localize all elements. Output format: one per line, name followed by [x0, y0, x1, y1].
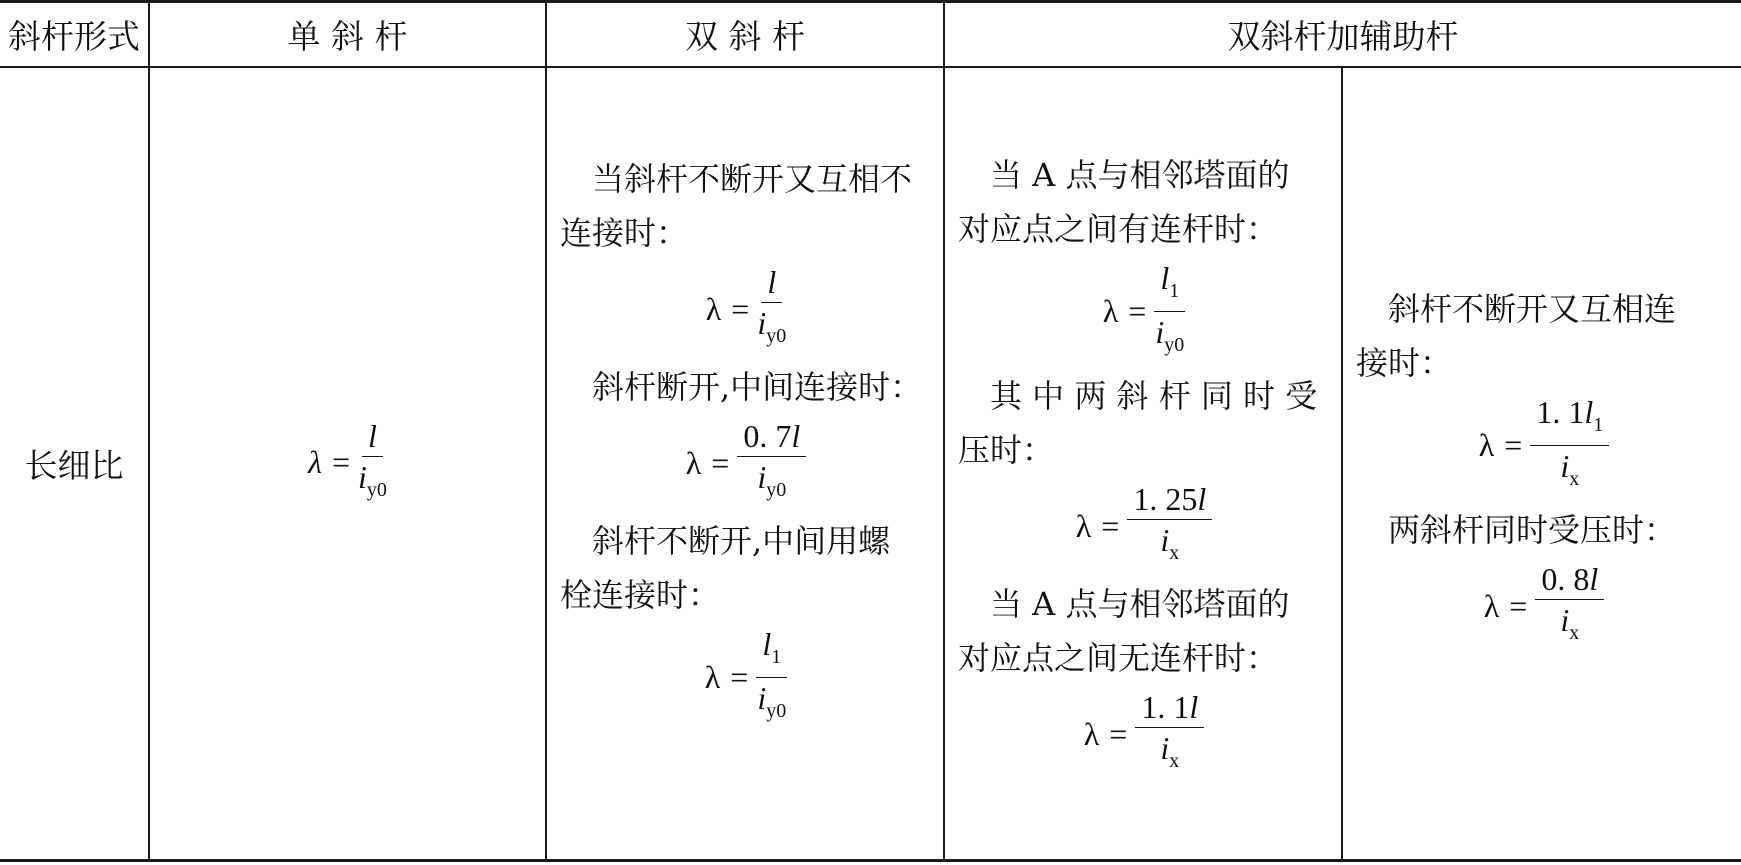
double-case3-line1: 斜杆不断开,中间用螺 [592, 522, 891, 560]
aux-left-case3-line2: 对应点之间无连杆时： [958, 639, 1279, 677]
lambda-symbol: λ [308, 444, 322, 480]
header-double: 双 斜 杆 [685, 16, 805, 56]
formula-aux-left-1: λ = $\frac{l_1}{i_{y0}}$ [1102, 260, 1185, 356]
header-form: 斜杆形式 [8, 16, 140, 56]
row-label: 长细比 [24, 446, 124, 485]
equals-sign: = [331, 444, 350, 480]
table-bottom-border [0, 859, 1741, 862]
cell-double [560, 152, 932, 735]
double-case1-line2: 连接时： [560, 214, 689, 252]
aux-left-case3-line1: 当 A 点与相邻塔面的 [990, 585, 1290, 623]
col-divider-2 [545, 0, 547, 862]
cell-aux-left [958, 148, 1330, 785]
double-case2: 斜杆断开,中间连接时： [592, 368, 923, 406]
cell-aux-right [1356, 282, 1732, 657]
aux-left-case2-line1: 其 中 两 斜 杆 同 时 受 [990, 377, 1318, 415]
formula-double-2: λ = $\frac{0. 7l}{i_{y0}}$ [560, 418, 932, 508]
col-divider-4 [1341, 66, 1343, 862]
col-divider-3 [943, 0, 945, 862]
fraction [358, 418, 387, 508]
formula-double-1: λ = $\frac{l}{i_{y0}}$ [705, 264, 787, 347]
formula-aux-left-2: λ = $\frac{1. 25l}{i_x}$ [958, 481, 1330, 571]
formula-single [308, 418, 387, 508]
aux-right-case1-line2: 接时： [1356, 344, 1453, 382]
header-double-aux: 双斜杆加辅助杆 [1227, 16, 1459, 56]
formula-double-3: λ = $\frac{l_1}{i_{y0}}$ [704, 626, 787, 722]
double-case3-line2: 栓连接时： [560, 576, 721, 614]
formula-aux-right-1: λ = $\frac{1. 1l_1}{i_x}$ [1356, 394, 1732, 497]
header-single: 单 斜 杆 [287, 16, 408, 56]
aux-right-case1-line1: 斜杆不断开又互相连 [1388, 290, 1677, 328]
aux-left-case1-line1: 当 A 点与相邻塔面的 [990, 156, 1290, 194]
double-case1-line1: 当斜杆不断开又互相不 [592, 160, 913, 198]
numerator: l [362, 418, 383, 457]
cell-single [150, 68, 545, 859]
denominator: $i_{y0}$ [358, 458, 387, 501]
formula-aux-left-3: λ = $\frac{1. 1l}{i_x}$ [958, 689, 1330, 779]
formula-aux-right-2: λ = $\frac{0. 8l}{i_x}$ [1356, 561, 1732, 651]
aux-left-case2-line2: 压时： [958, 431, 1055, 469]
aux-right-case2: 两斜杆同时受压时： [1388, 511, 1677, 549]
aux-left-case1-line2: 对应点之间有连杆时： [958, 210, 1279, 248]
